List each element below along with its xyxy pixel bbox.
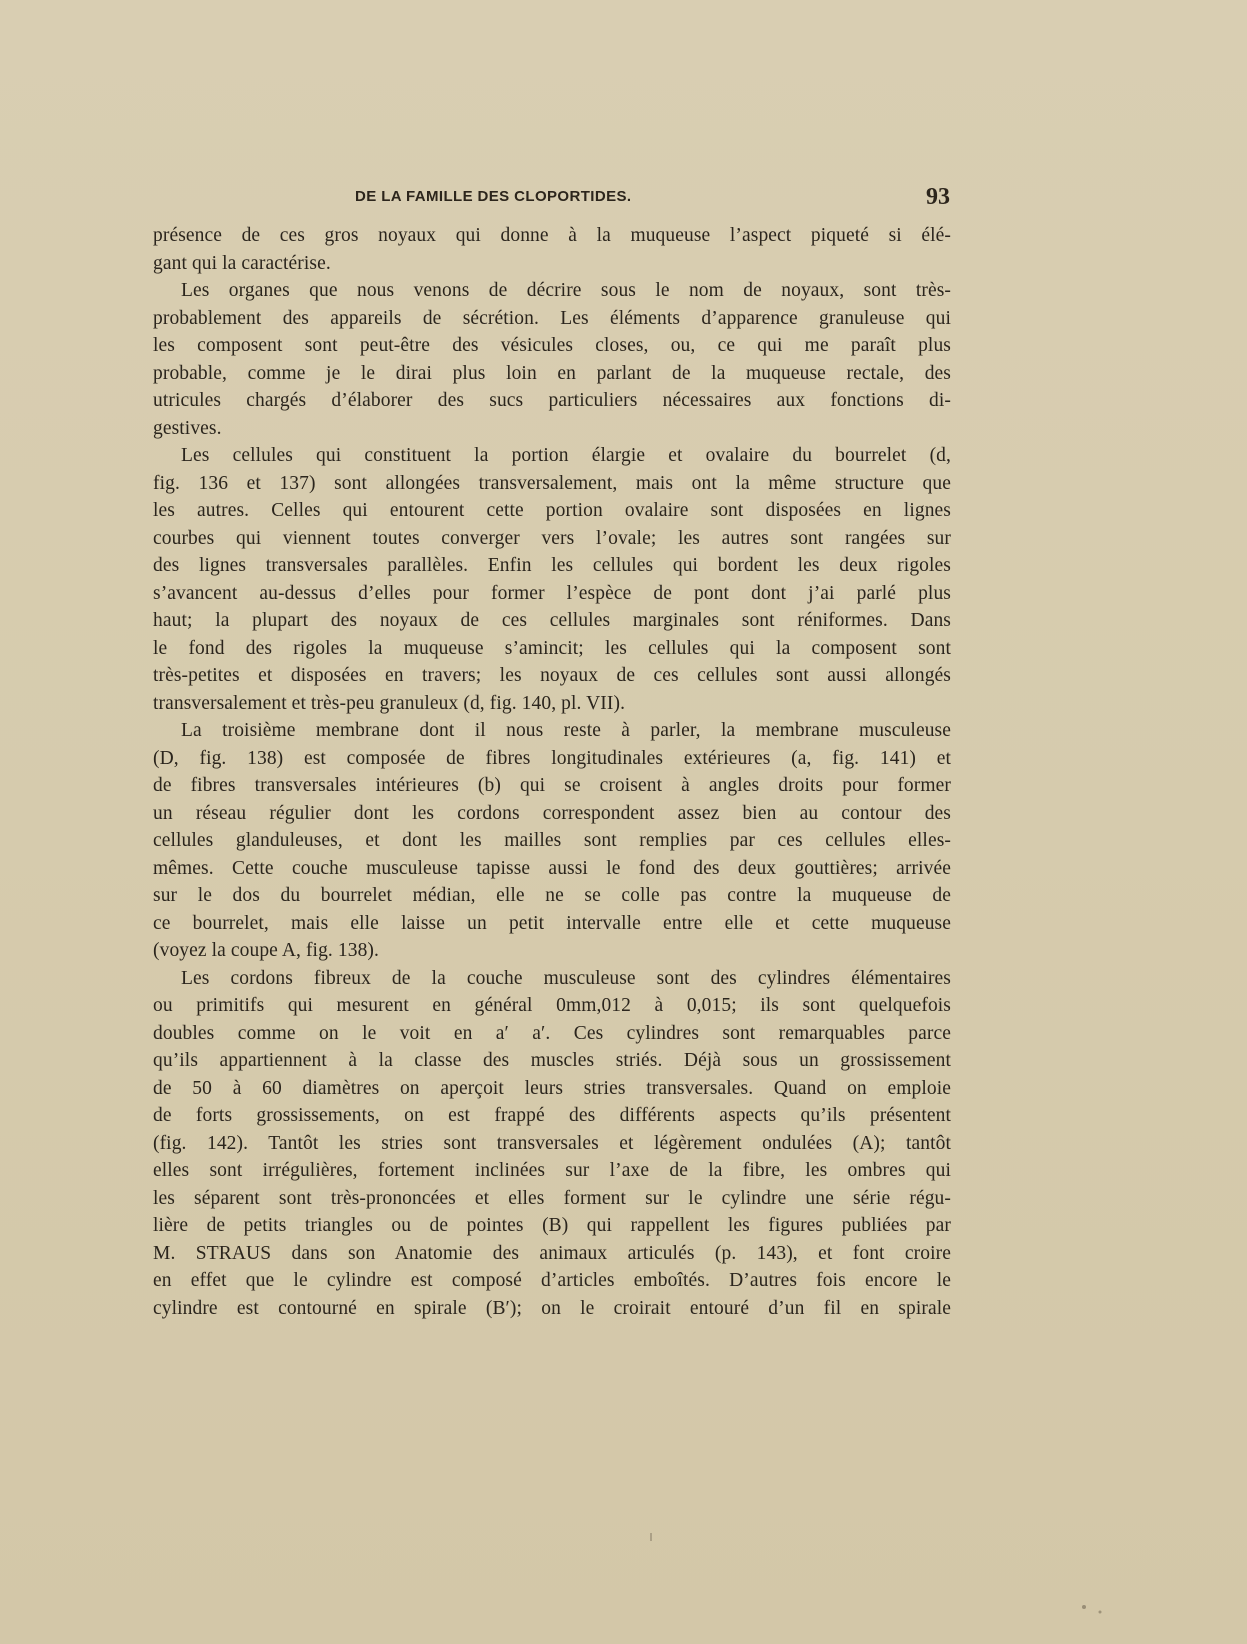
- text-line: probablement des appareils de sécrétion. Les éléments d’apparence granuleuse qui: [153, 307, 951, 329]
- running-head: [355, 186, 950, 210]
- running-title: DE LA FAMILLE DES CLOPORTIDES.: [355, 188, 632, 205]
- text-line: présence de ces gros noyaux qui donne à la muqueuse l’aspect piqueté si élé-: [153, 225, 951, 246]
- text-line: cylindre est contourné en spirale (B′); on le croirait entouré d’un fil en spirale: [153, 1297, 951, 1319]
- text-line: de forts grossissements, on est frappé des différents aspects qu’ils présentent: [153, 1105, 951, 1126]
- text-line: les séparent sont très-prononcées et elles forment sur le cylindre une série régu-: [153, 1187, 951, 1209]
- text-line: doubles comme on le voit en a′ a′. Ces cylindres sont remarquables parce: [153, 1022, 951, 1044]
- text-line: les autres. Celles qui entourent cette portion ovalaire sont disposées en lignes: [153, 500, 951, 521]
- text-line: qu’ils appartiennent à la classe des muscles striés. Déjà sous un grossissement: [153, 1050, 951, 1071]
- page-number: 93: [926, 184, 950, 210]
- text-line: La troisième membrane dont il nous reste à parler, la membrane musculeuse: [181, 720, 951, 741]
- text-line: Les cordons fibreux de la couche musculeuse sont des cylindres élémentaires: [181, 967, 951, 989]
- text-line: (D, fig. 138) est composée de fibres longitudinales extérieures (a, fig. 141) et: [153, 747, 951, 769]
- text-line: s’avancent au-dessus d’elles pour former l’espèce de pont dont j’ai parlé plus: [153, 582, 951, 604]
- text-line: Les organes que nous venons de décrire sous le nom de noyaux, sont très-: [181, 280, 951, 301]
- text-line: des lignes transversales parallèles. Enfin les cellules qui bordent les deux rigoles: [153, 555, 951, 576]
- text-line: Les cellules qui constituent la portion élargie et ovalaire du bourrelet (d,: [181, 445, 951, 466]
- text-line: (fig. 142). Tantôt les stries sont transversales et légèrement ondulées (A); tantôt: [153, 1132, 951, 1154]
- text-line: le fond des rigoles la muqueuse s’amincit; les cellules qui la composent sont: [153, 637, 951, 659]
- text-line: fig. 136 et 137) sont allongées transversalement, mais ont la même structure que: [153, 472, 951, 494]
- text-line: probable, comme je le dirai plus loin en parlant de la muqueuse rectale, des: [153, 362, 951, 384]
- text-line: ou primitifs qui mesurent en général 0mm,012 à 0,015; ils sont quelquefois: [153, 995, 951, 1016]
- text-line: (voyez la coupe A, fig. 138).: [153, 940, 379, 961]
- text-line: mêmes. Cette couche musculeuse tapisse aussi le fond des deux gouttières; arrivée: [153, 857, 951, 879]
- text-line: en effet que le cylindre est composé d’articles emboîtés. D’autres fois encore le: [153, 1270, 951, 1291]
- text-line: ce bourrelet, mais elle laisse un petit intervalle entre elle et cette muqueuse: [153, 912, 951, 934]
- text-line: très-petites et disposées en travers; les noyaux de ces cellules sont aussi allongés: [153, 665, 951, 686]
- text-line: de 50 à 60 diamètres on aperçoit leurs stries transversales. Quand on emploie: [153, 1077, 951, 1099]
- text-line: gestives.: [153, 417, 222, 439]
- text-line: transversalement et très-peu granuleux (d, fig. 140, pl. VII).: [153, 692, 626, 714]
- text-line: de fibres transversales intérieures (b) qui se croisent à angles droits pour former: [153, 775, 951, 796]
- text-line: gant qui la caractérise.: [153, 252, 331, 274]
- text-line: courbes qui viennent toutes converger vers l’ovale; les autres sont rangées sur: [153, 527, 951, 549]
- text-line: un réseau régulier dont les cordons correspondent assez bien au contour des: [153, 802, 951, 824]
- text-line: M. STRAUS dans son Anatomie des animaux articulés (p. 143), et font croire: [153, 1242, 951, 1264]
- body-text: [153, 222, 951, 1322]
- text-line: haut; la plupart des noyaux de ces cellules marginales sont réniformes. Dans: [153, 610, 951, 631]
- text-line: elles sont irrégulières, fortement inclinées sur l’axe de la fibre, les ombres qui: [153, 1160, 951, 1181]
- text-line: lière de petits triangles ou de pointes (B) qui rappellent les figures publiées par: [153, 1215, 951, 1236]
- text-line: sur le dos du bourrelet médian, elle ne se colle pas contre la muqueuse de: [153, 885, 951, 906]
- text-line: les composent sont peut-être des vésicules closes, ou, ce qui me paraît plus: [153, 335, 951, 356]
- text-line: utricules chargés d’élaborer des sucs particuliers nécessaires aux fonctions di-: [153, 390, 951, 411]
- text-line: cellules glanduleuses, et dont les mailles sont remplies par ces cellules elles-: [153, 830, 951, 851]
